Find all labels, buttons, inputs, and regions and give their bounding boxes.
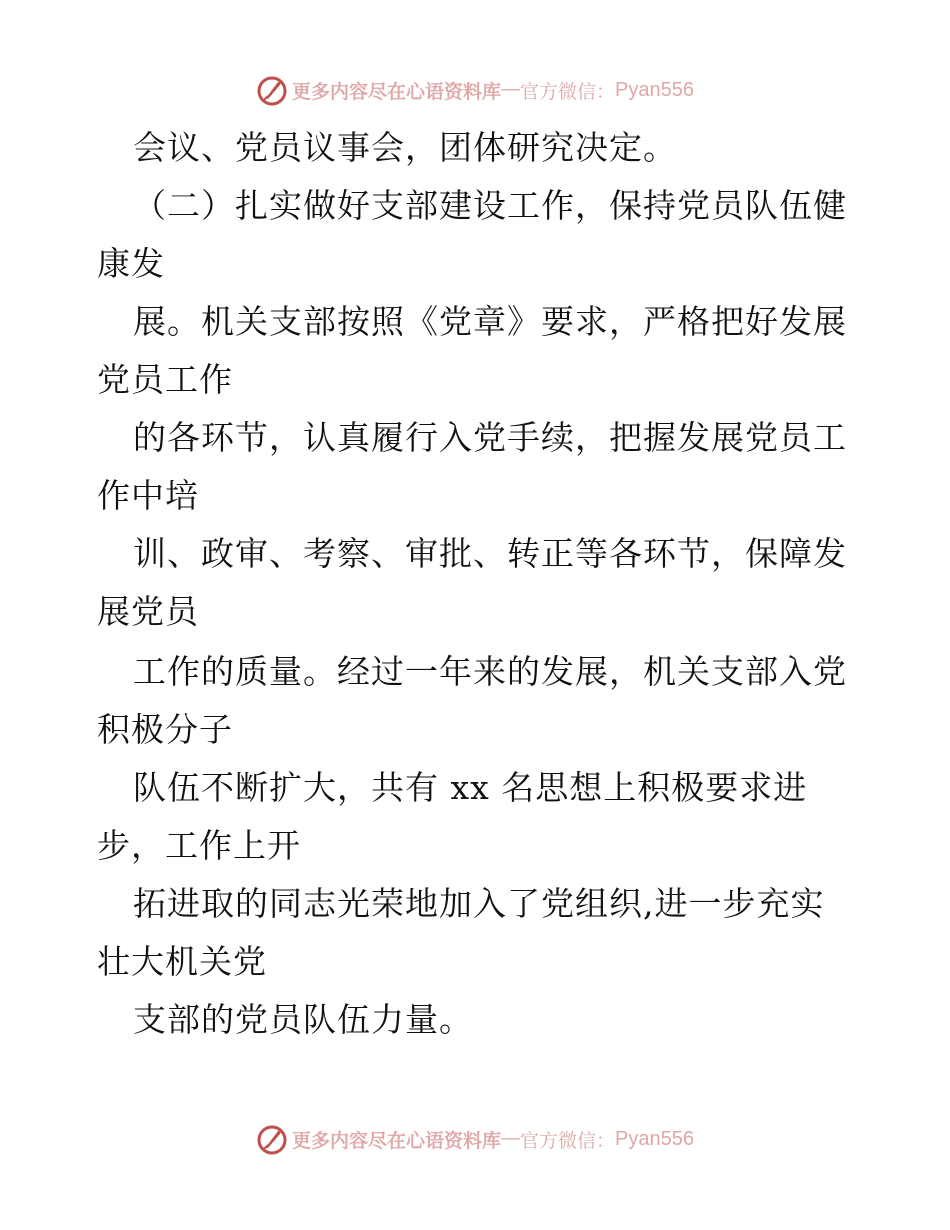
body-line: 展党员: [97, 592, 199, 631]
body-line: 壮大机关党: [97, 942, 267, 981]
body-line: 党员工作: [97, 360, 233, 399]
body-line: 训、政审、考察、审批、转正等各环节，保障发: [133, 534, 847, 573]
banner-wechat-id: Pyan556: [615, 1127, 694, 1150]
body-line: 作中培: [97, 476, 199, 515]
body-line: 展。机关支部按照《党章》要求，严格把好发展: [133, 302, 847, 341]
body-line: 支部的党员队伍力量。: [133, 1000, 473, 1039]
body-line: 队伍不断扩大，共有 xx 名思想上积极要求进: [133, 768, 808, 807]
banner-wechat-label: 官方微信：: [520, 80, 616, 103]
body-line: 步，工作上开: [97, 826, 301, 865]
quill-logo-icon: [256, 74, 288, 106]
body-line: 会议、党员议事会，团体研究决定。: [133, 128, 677, 167]
body-line: 拓进取的同志光荣地加入了党组织,进一步充实: [133, 884, 825, 923]
banner-wechat-label: 官方微信：: [520, 1129, 616, 1152]
banner-title: 更多内容尽在心语资料库: [292, 80, 502, 103]
body-line: （二）扎实做好支部建设工作，保持党员队伍健: [133, 186, 847, 225]
body-line: 工作的质量。经过一年来的发展，机关支部入党: [133, 652, 847, 691]
body-line: 积极分子: [97, 710, 233, 749]
banner-dash: —: [501, 79, 521, 100]
banner-title: 更多内容尽在心语资料库: [292, 1129, 502, 1152]
banner-dash: —: [501, 1128, 521, 1149]
banner-wechat-id: Pyan556: [615, 78, 694, 101]
body-line: 的各环节，认真履行入党手续，把握发展党员工: [133, 418, 847, 457]
body-line: 康发: [97, 244, 165, 283]
footer-banner: [0, 1121, 950, 1157]
quill-logo-icon: [256, 1123, 288, 1155]
header-banner: [0, 72, 950, 108]
